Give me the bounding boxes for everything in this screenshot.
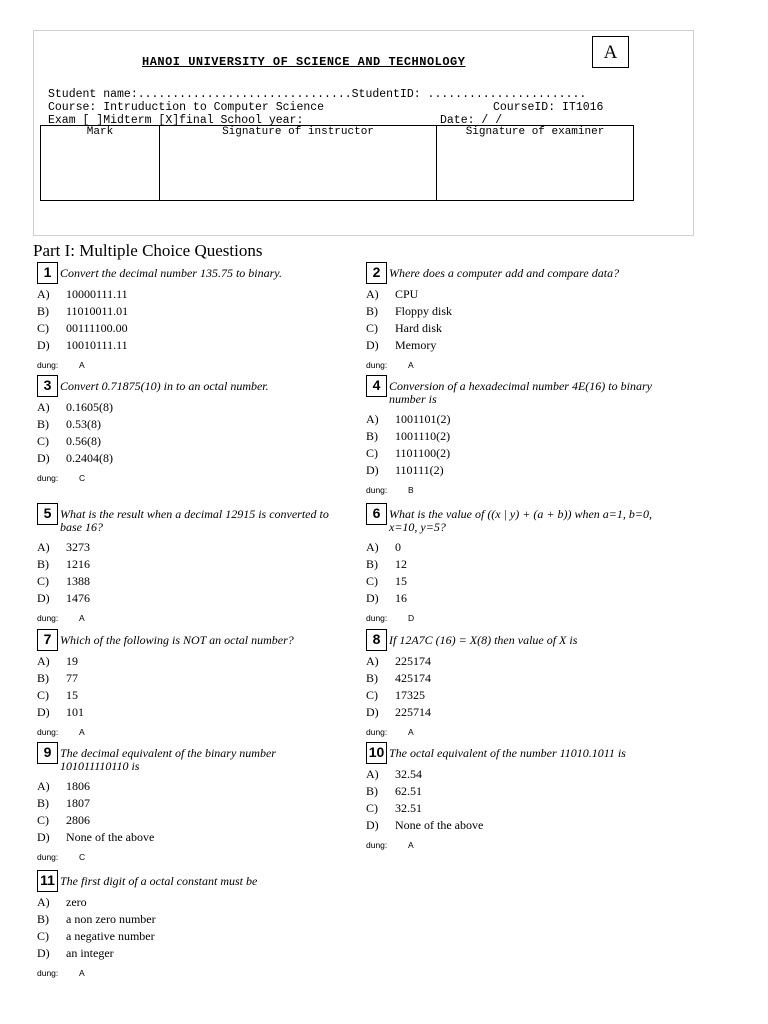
option-text: a non zero number bbox=[66, 912, 156, 926]
instructor-signature-cell: Signature of instructor bbox=[160, 126, 437, 201]
option-text: 1001101(2) bbox=[395, 412, 451, 426]
option-text: 77 bbox=[66, 671, 78, 685]
part-title: Part I: Multiple Choice Questions bbox=[33, 241, 263, 260]
question-number: 1 bbox=[37, 262, 58, 284]
option-letter: C) bbox=[366, 688, 378, 702]
answer-value: D bbox=[408, 613, 415, 623]
option-text: 10010111.11 bbox=[66, 338, 128, 352]
answer-label: dung: bbox=[37, 360, 59, 370]
option-letter: A) bbox=[366, 412, 379, 426]
option-text: zero bbox=[66, 895, 87, 909]
question-number: 5 bbox=[37, 503, 58, 525]
option-text: Floppy disk bbox=[395, 304, 453, 318]
option-text: 11010011.01 bbox=[66, 304, 129, 318]
question-text: If 12A7C (16) = X(8) then value of X is bbox=[389, 633, 578, 647]
option-text: 1476 bbox=[66, 591, 90, 605]
option-text: 1216 bbox=[66, 557, 90, 571]
option-letter: A) bbox=[366, 540, 379, 554]
course-name: Course: Intruduction to Computer Science bbox=[48, 101, 325, 114]
option-letter: D) bbox=[37, 705, 50, 719]
answer-label: dung: bbox=[37, 727, 59, 737]
answer-value: A bbox=[408, 360, 414, 370]
option-letter: A) bbox=[366, 767, 379, 781]
option-letter: A) bbox=[366, 654, 379, 668]
question-text: Convert the decimal number 135.75 to binary. bbox=[60, 266, 282, 280]
answer-value: B bbox=[408, 485, 414, 495]
option-text: 1101100(2) bbox=[395, 446, 451, 460]
option-letter: D) bbox=[37, 451, 50, 465]
option-letter: D) bbox=[366, 591, 379, 605]
question-number: 9 bbox=[37, 742, 58, 764]
answer-label: dung: bbox=[366, 840, 388, 850]
examiner-signature-cell: Signature of examiner bbox=[437, 126, 634, 201]
option-letter: C) bbox=[37, 574, 49, 588]
option-text: 1806 bbox=[66, 779, 90, 793]
option-letter: B) bbox=[37, 417, 49, 431]
question-text: Conversion of a hexadecimal number 4E(16) to binary number is bbox=[389, 379, 652, 406]
option-text: 3273 bbox=[66, 540, 90, 554]
option-letter: C) bbox=[366, 801, 378, 815]
university-title: HANOI UNIVERSITY OF SCIENCE AND TECHNOLOGY bbox=[142, 55, 466, 69]
option-text: 1388 bbox=[66, 574, 90, 588]
exam-date: Date: / / bbox=[440, 114, 503, 127]
answer-label: dung: bbox=[366, 613, 388, 623]
option-letter: D) bbox=[37, 830, 50, 844]
answer-label: dung: bbox=[37, 968, 59, 978]
question-text: The octal equivalent of the number 11010.1011 is bbox=[389, 746, 626, 760]
exam-version-box: A bbox=[592, 36, 629, 68]
answer-value: A bbox=[408, 840, 414, 850]
student-info-line: Student name:...............................StudentID: ....................... bbox=[48, 88, 587, 101]
option-letter: C) bbox=[37, 321, 49, 335]
answer-value: A bbox=[79, 968, 85, 978]
answer-label: dung: bbox=[366, 485, 388, 495]
question-number: 4 bbox=[366, 375, 387, 397]
question-text: Convert 0.71875(10) in to an octal number. bbox=[60, 379, 269, 393]
question-number: 3 bbox=[37, 375, 58, 397]
option-letter: C) bbox=[366, 574, 378, 588]
answer-label: dung: bbox=[37, 852, 59, 862]
question-number: 6 bbox=[366, 503, 387, 525]
option-text: 225714 bbox=[395, 705, 431, 719]
option-letter: C) bbox=[37, 434, 49, 448]
option-letter: B) bbox=[37, 912, 49, 926]
exam-type-line: Exam [ ]Midterm [X]final School year: bbox=[48, 114, 304, 127]
question-number: 7 bbox=[37, 629, 58, 651]
option-letter: B) bbox=[366, 784, 378, 798]
question-number: 10 bbox=[366, 742, 387, 764]
option-letter: A) bbox=[37, 400, 50, 414]
question-text: What is the value of ((x | y) + (a + b)) when a=1, b=0, x=10, y=5? bbox=[389, 507, 652, 534]
option-text: None of the above bbox=[395, 818, 484, 832]
answer-label: dung: bbox=[366, 360, 388, 370]
option-letter: A) bbox=[37, 287, 50, 301]
option-text: a negative number bbox=[66, 929, 155, 943]
option-letter: B) bbox=[37, 796, 49, 810]
answer-label: dung: bbox=[37, 613, 59, 623]
option-letter: D) bbox=[366, 463, 379, 477]
option-letter: A) bbox=[37, 779, 50, 793]
question-number: 11 bbox=[37, 870, 58, 892]
option-text: 2806 bbox=[66, 813, 90, 827]
question-text: Where does a computer add and compare data? bbox=[389, 266, 620, 280]
option-letter: B) bbox=[37, 304, 49, 318]
answer-value: A bbox=[79, 727, 85, 737]
question-number: 8 bbox=[366, 629, 387, 651]
option-text: 1001110(2) bbox=[395, 429, 451, 443]
option-letter: D) bbox=[366, 818, 379, 832]
option-text: 15 bbox=[395, 574, 407, 588]
answer-value: C bbox=[79, 473, 86, 483]
option-letter: C) bbox=[37, 813, 49, 827]
course-id: CourseID: IT1016 bbox=[493, 101, 604, 114]
option-text: 0.1605(8) bbox=[66, 400, 113, 414]
option-text: Memory bbox=[395, 338, 437, 352]
question-text: The first digit of a octal constant must be bbox=[60, 874, 258, 888]
question-text: Which of the following is NOT an octal number? bbox=[60, 633, 294, 647]
answer-value: C bbox=[79, 852, 86, 862]
option-letter: A) bbox=[37, 540, 50, 554]
option-letter: D) bbox=[37, 338, 50, 352]
option-text: 0.56(8) bbox=[66, 434, 101, 448]
option-text: 62.51 bbox=[395, 784, 422, 798]
option-letter: D) bbox=[37, 946, 50, 960]
option-letter: C) bbox=[37, 688, 49, 702]
option-text: 12 bbox=[395, 557, 407, 571]
question-number: 2 bbox=[366, 262, 387, 284]
option-text: 00111100.00 bbox=[66, 321, 128, 335]
option-text: 32.51 bbox=[395, 801, 422, 815]
option-text: an integer bbox=[66, 946, 114, 960]
question-text: The decimal equivalent of the binary number 101011110110 is bbox=[60, 746, 276, 773]
option-letter: B) bbox=[37, 671, 49, 685]
option-letter: A) bbox=[37, 895, 50, 909]
option-text: 101 bbox=[66, 705, 84, 719]
option-text: 0.53(8) bbox=[66, 417, 101, 431]
option-letter: C) bbox=[37, 929, 49, 943]
option-text: 15 bbox=[66, 688, 78, 702]
option-letter: C) bbox=[366, 321, 378, 335]
answer-label: dung: bbox=[37, 473, 59, 483]
option-text: 425174 bbox=[395, 671, 431, 685]
option-text: 0 bbox=[395, 540, 401, 554]
mark-cell: Mark bbox=[41, 126, 160, 201]
option-letter: B) bbox=[366, 557, 378, 571]
option-text: None of the above bbox=[66, 830, 155, 844]
option-text: 16 bbox=[395, 591, 407, 605]
answer-value: A bbox=[79, 360, 85, 370]
question-text: What is the result when a decimal 12915 is converted to base 16? bbox=[60, 507, 329, 534]
signature-table bbox=[40, 125, 634, 201]
option-text: 10000111.11 bbox=[66, 287, 128, 301]
answer-value: A bbox=[408, 727, 414, 737]
option-text: 110111(2) bbox=[395, 463, 444, 477]
option-letter: D) bbox=[37, 591, 50, 605]
option-text: 19 bbox=[66, 654, 78, 668]
option-text: Hard disk bbox=[395, 321, 442, 335]
answer-value: A bbox=[79, 613, 85, 623]
option-letter: A) bbox=[366, 287, 379, 301]
option-letter: B) bbox=[37, 557, 49, 571]
option-text: 0.2404(8) bbox=[66, 451, 113, 465]
option-letter: D) bbox=[366, 338, 379, 352]
option-letter: B) bbox=[366, 429, 378, 443]
option-text: 225174 bbox=[395, 654, 431, 668]
option-text: 17325 bbox=[395, 688, 425, 702]
option-letter: C) bbox=[366, 446, 378, 460]
option-text: CPU bbox=[395, 287, 419, 301]
option-letter: D) bbox=[366, 705, 379, 719]
option-text: 1807 bbox=[66, 796, 90, 810]
option-letter: A) bbox=[37, 654, 50, 668]
option-letter: B) bbox=[366, 304, 378, 318]
answer-label: dung: bbox=[366, 727, 388, 737]
option-letter: B) bbox=[366, 671, 378, 685]
option-text: 32.54 bbox=[395, 767, 422, 781]
